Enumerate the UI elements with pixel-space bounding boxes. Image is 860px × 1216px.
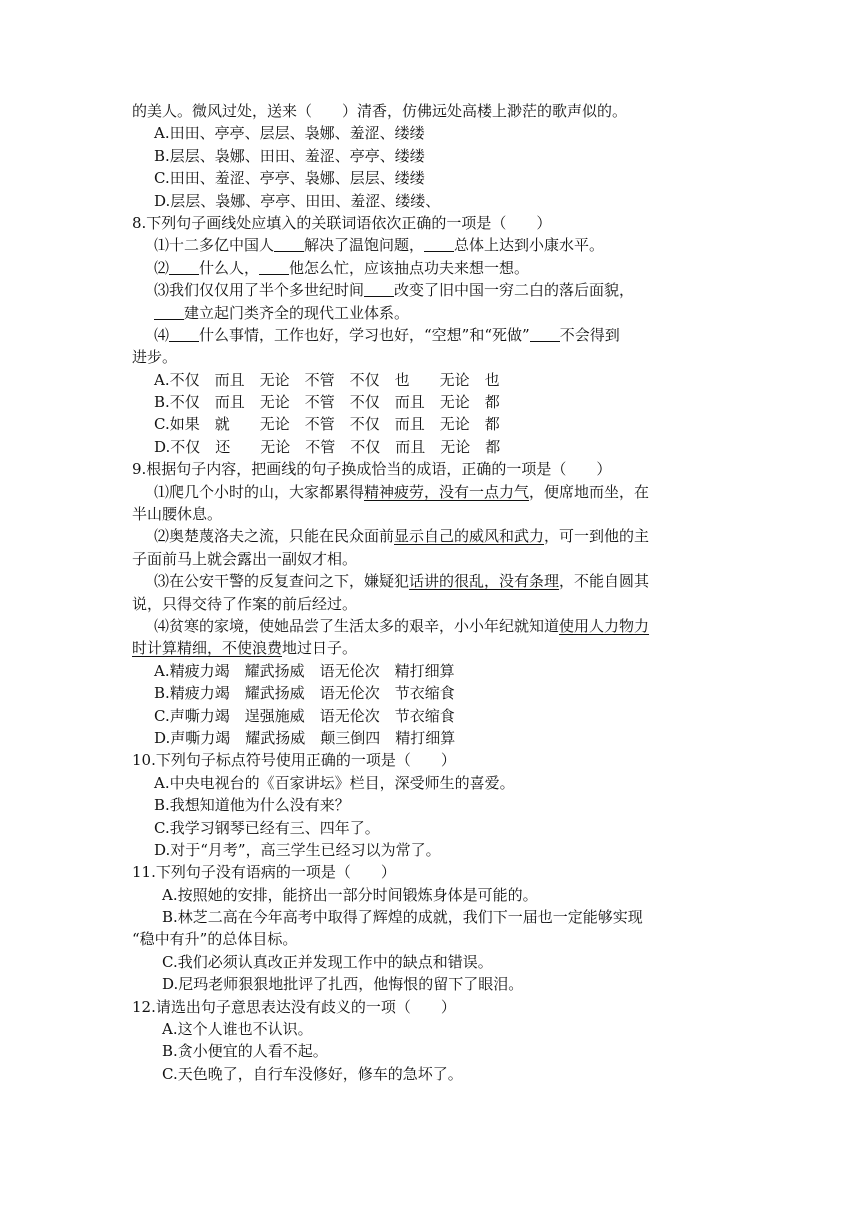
- option-line: B.林芝二高在今年高考中取得了辉煌的成就，我们下一届也一定能够实现: [162, 908, 643, 927]
- option-line: B.贪小便宜的人看不起。: [162, 1042, 328, 1061]
- option-line: C.天色晚了，自行车没修好，修车的急坏了。: [162, 1064, 463, 1083]
- q9-sentence-4-cont: 时计算精细，不使浪费地过日子。: [132, 639, 358, 658]
- option-line: C.我学习钢琴已经有三、四年了。: [154, 818, 380, 837]
- q9-sentence-2: ⑵奥楚蔑洛夫之流，只能在民众面前显示自己的威风和武力，可一到他的主: [154, 527, 650, 546]
- question-12-stem: 12.请选出句子意思表达没有歧义的一项（ ）: [132, 997, 456, 1016]
- option-line-cont: “稳中有升”的总体目标。: [132, 930, 298, 949]
- document-page: [132, 100, 732, 1085]
- option-line: B.我想知道他为什么没有来？: [154, 796, 350, 815]
- option-line: D.对于“月考”，高三学生已经习以为常了。: [154, 840, 441, 859]
- option-line: B.精疲力竭 耀武扬威 语无伦次 节衣缩食: [154, 684, 455, 703]
- option-line: A.精疲力竭 耀武扬威 语无伦次 精打细算: [154, 661, 455, 680]
- option-line: A.按照她的安排，能挤出一部分时间锻炼身体是可能的。: [162, 885, 538, 904]
- option-line: C.田田、羞涩、亭亭、袅娜、层层、缕缕: [154, 169, 425, 188]
- option-line: A.这个人谁也不认识。: [162, 1020, 313, 1039]
- option-line: D.不仅 还 无论 不管 不仅 而且 无论 都: [154, 437, 501, 456]
- option-line: D.层层、袅娜、亭亭、田田、羞涩、缕缕、: [154, 191, 441, 210]
- option-line: C.如果 就 无论 不管 不仅 而且 无论 都: [154, 415, 500, 434]
- option-line: A.中央电视台的《百家讲坛》栏目，深受师生的喜爱。: [154, 773, 515, 792]
- q8-sentence-3: ⑶我们仅仅用了半个多世纪时间 改变了旧中国一穷二白的落后面貌，: [154, 281, 635, 300]
- q8-sentence-4: ⑷ 什么事情，工作也好，学习也好，“空想”和“死做” 不会得到: [154, 325, 620, 344]
- option-line: C.声嘶力竭 逞强施威 语无伦次 节衣缩食: [154, 706, 455, 725]
- option-line: D.声嘶力竭 耀武扬威 颠三倒四 精打细算: [154, 728, 456, 747]
- question-8-stem: 8.下列句子画线处应填入的关联词语依次正确的一项是（ ）: [132, 213, 552, 232]
- option-line: A.不仅 而且 无论 不管 不仅 也 无论 也: [154, 370, 500, 389]
- option-line: B.层层、袅娜、田田、羞涩、亭亭、缕缕: [154, 146, 425, 165]
- q8-sentence-1: ⑴十二多亿中国人 解决了温饱问题， 总体上达到小康水平。: [154, 236, 605, 255]
- option-line: B.不仅 而且 无论 不管 不仅 而且 无论 都: [154, 393, 500, 412]
- q9-sentence-4: ⑷贫寒的家境，使她品尝了生活太多的艰辛，小小年纪就知道使用人力物力: [154, 616, 650, 635]
- q8-sentence-2: ⑵ 什么人， 他怎么忙，应该抽点功夫来想一想。: [154, 258, 530, 277]
- q9-sentence-1-cont: 半山腰休息。: [132, 505, 223, 524]
- intro-line: 的美人。微风过处，送来（ ）清香，仿佛远处高楼上渺茫的歌声似的。: [132, 102, 628, 120]
- question-10-stem: 10.下列句子标点符号使用正确的一项是（ ）: [132, 751, 456, 770]
- q9-sentence-2-cont: 子面前马上就会露出一副奴才相。: [132, 549, 358, 568]
- q9-sentence-3-cont: 说，只得交待了作案的前后经过。: [132, 594, 358, 613]
- q8-sentence-3-cont: 建立起门类齐全的现代工业体系。: [132, 302, 732, 324]
- question-9-stem: 9.根据句子内容，把画线的句子换成恰当的成语，正确的一项是（ ）: [132, 460, 612, 479]
- option-line: D.尼玛老师狠狠地批评了扎西，他悔恨的留下了眼泪。: [162, 975, 524, 994]
- q9-sentence-3: ⑶在公安干警的反复查问之下，嫌疑犯话讲的很乱，没有条理，不能自圆其: [154, 572, 650, 591]
- option-line: A.田田、亭亭、层层、袅娜、羞涩、缕缕: [154, 124, 425, 143]
- q9-sentence-1: ⑴爬几个小时的山，大家都累得精神疲劳，没有一点力气，便席地而坐，在: [154, 482, 650, 501]
- option-line: C.我们必须认真改正并发现工作中的缺点和错误。: [162, 952, 493, 971]
- question-11-stem: 11.下列句子没有语病的一项是（ ）: [132, 863, 396, 882]
- q8-sentence-4-cont: 进步。: [132, 348, 178, 367]
